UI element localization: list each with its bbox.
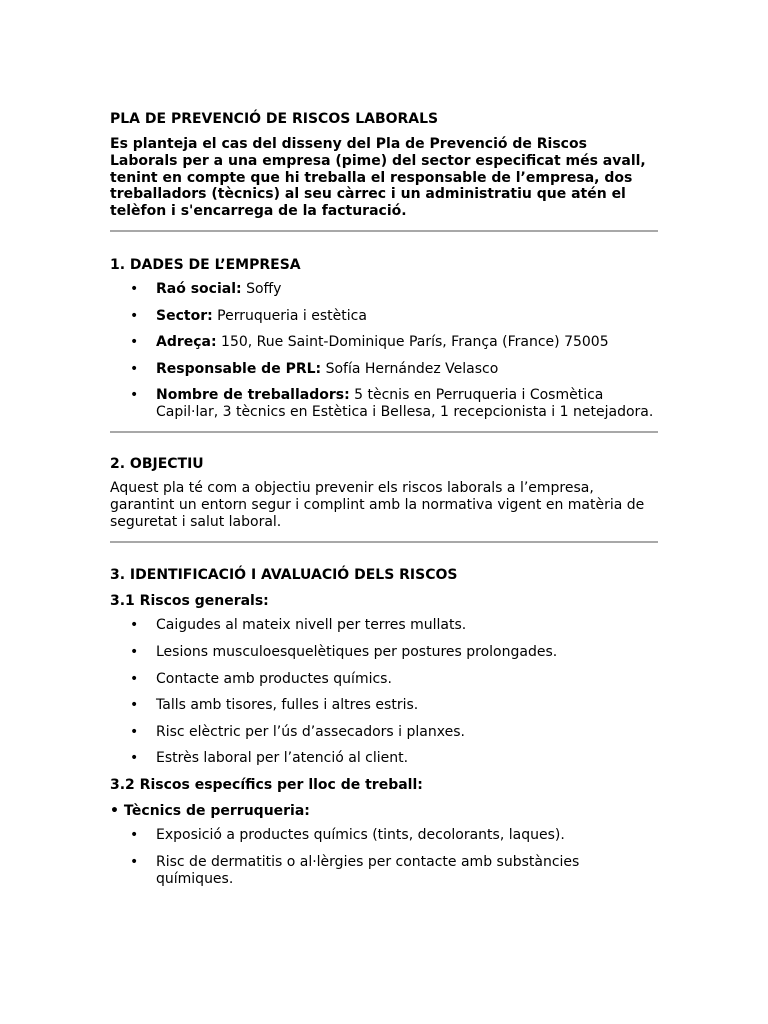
bullet-icon: • [130,853,139,870]
bullet-icon: • [130,697,139,714]
bullet-icon: • [130,334,139,351]
item-value: Soffy [241,280,282,297]
bullet-icon: • [130,280,139,297]
hairdressing-risks-list [110,827,658,887]
item-label: Nombre de treballadors: [156,387,350,404]
item-text: Risc de dermatitis o al·lèrgies per contacte amb substàncies químiques. [156,853,580,887]
section-1-heading: 1. DADES DE L’EMPRESA [110,256,301,273]
list-item [110,854,658,888]
bullet-icon: • [130,723,139,740]
general-risks-heading: 3.1 Riscos generals: [110,593,269,610]
item-label: Responsable de PRL: [156,360,322,377]
list-item [110,827,658,844]
bullet-icon: • [130,360,139,377]
list-item [110,697,658,714]
list-item [110,671,658,688]
bullet-icon: • [130,827,139,844]
item-text: Caigudes al mateix nivell per terres mullats. [156,617,467,634]
list-item [110,644,658,661]
list-item [110,308,658,325]
item-value: Sofía Hernández Velasco [321,360,499,377]
hairdressing-technicians-heading: • Tècnics de perruqueria: [110,803,310,820]
list-item [110,617,658,634]
bullet-icon: • [130,387,139,404]
bullet-icon: • [130,617,139,634]
objective-paragraph: Aquest pla té com a objectiu prevenir els riscos laborals a l’empresa, garantint un entorn segur i complint amb la normativa vigent en matèria de seguretat i salut laboral. [110,479,645,530]
item-value: 5 tècnis en Perruqueria i Cosmètica Capil·lar, 3 tècnics en Estètica i Bellesa, 1 recepcionista i 1 netejadora. [156,387,654,421]
item-text: Exposició a productes químics (tints, decolorants, laques). [156,827,565,844]
item-text: Lesions musculoesquelètiques per postures prolongades. [156,643,558,660]
item-value: Perruqueria i estètica [212,307,367,324]
list-item [110,724,658,741]
list-item [110,334,658,351]
bullet-icon: • [130,670,139,687]
item-label: Adreça: [156,334,217,351]
section-3-heading: 3. IDENTIFICACIÓ I AVALUACIÓ DELS RISCOS [110,567,458,584]
item-value: 150, Rue Saint-Dominique París, França (France) 75005 [216,334,609,351]
item-text: Talls amb tisores, fulles i altres estris. [156,697,419,714]
item-label: Sector: [156,307,213,324]
section-2-heading: 2. OBJECTIU [110,455,204,472]
document-page [110,109,658,887]
list-item [110,750,658,767]
general-risks-list [110,617,658,767]
list-item [110,281,658,298]
item-label: Raó social: [156,280,242,297]
section-divider [110,431,658,433]
bullet-icon: • [130,750,139,767]
section-divider [110,230,658,232]
section-divider [110,541,658,543]
specific-risks-heading: 3.2 Riscos específics per lloc de treball: [110,777,423,794]
intro-paragraph: Es planteja el cas del disseny del Pla de Prevenció de Riscos Laborals per a una empresa (pime) del sector especificat més avall, tenint en compte que hi treballa el responsable de l’empresa, dos treballadors (tècnics) al seu càrrec i un administratiu que atén el telèfon i s'encarrega de la facturació. [110,136,646,220]
item-text: Risc elèctric per l’ús d’assecadors i planxes. [156,723,465,740]
list-item [110,387,658,421]
item-text: Contacte amb productes químics. [156,670,392,687]
company-data-list [110,281,658,421]
list-item [110,361,658,378]
bullet-icon: • [130,643,139,660]
document-title: PLA DE PREVENCIÓ DE RISCOS LABORALS [110,111,439,127]
item-text: Estrès laboral per l’atenció al client. [156,750,409,767]
bullet-icon: • [130,307,139,324]
